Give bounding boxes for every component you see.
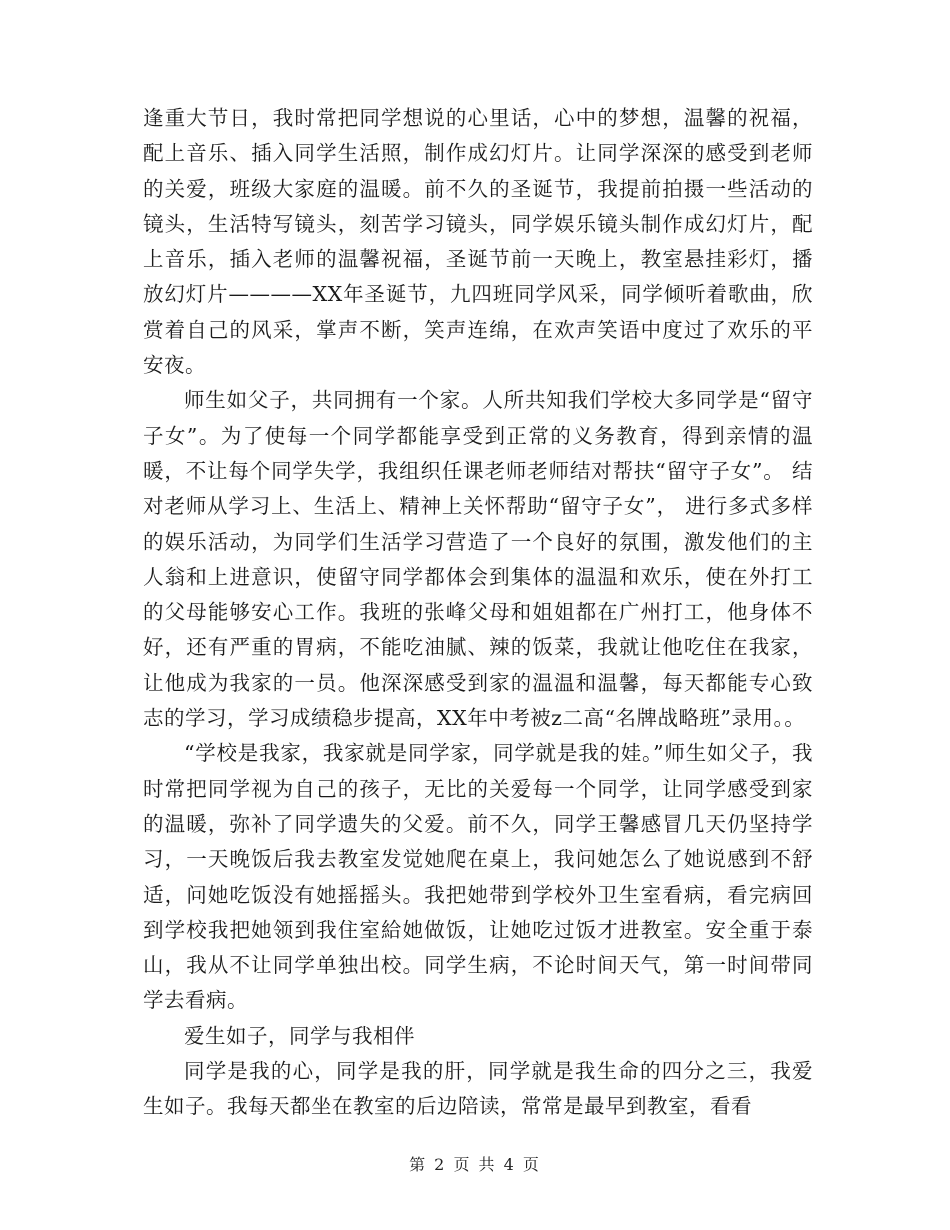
paragraph-1: 逢重大节日，我时常把同学想说的心里话，心中的梦想，温馨的祝福，配上音乐、插入同学生活照，制作成幻灯片。让同学深深的感受到老师的关爱，班级大家庭的温暖。前不久的圣诞节，我提前拍摄一些活动的镜头，生活特写镜头，刻苦学习镜头，同学娱乐镜头制作成幻灯片，配上音乐，插入老师的温馨祝福，圣诞节前一天晚上，教室悬挂彩灯，播放幻灯片————XX年圣诞节，九四班同学风采，同学倾听着歌曲，欣赏着自己的风采，掌声不断，笑声连绵，在欢声笑语中度过了欢乐的平安夜。 — [143, 106, 813, 378]
document-body — [143, 101, 813, 1125]
paragraph-2: 师生如父子，共同拥有一个家。人所共知我们学校大多同学是“留守子女”。为了使每一个同学都能享受到正常的义务教育，得到亲情的温暖，不让每个同学失学，我组织任课老师老师结对帮扶“留守子女”。 结对老师从学习上、生活上、精神上关怀帮助“留守子女”， 进行多式多样的娱乐活动，为同学们生活学习营造了一个良好的氛围，激发他们的主人翁和上进意识，使留守同学都体会到集体的温温和欢乐，使在外打工的父母能够安心工作。我班的张峰父母和姐姐都在广州打工，他身体不好，还有严重的胃病，不能吃油腻、辣的饭菜，我就让他吃住在我家，让他成为我家的一员。他深深感受到家的温温和温馨，每天都能专心致志的学习，学习成绩稳步提高，XX年中考被z二高“名牌战略班”录用。。 — [143, 388, 813, 731]
paragraph-3: “学校是我家，我家就是同学家，同学就是我的娃。”师生如父子，我时常把同学视为自己的孩子，无比的关爱每一个同学，让同学感受到家的温暖，弥补了同学遗失的父爱。前不久，同学王馨感冒几天仍坚持学习，一天晚饭后我去教室发觉她爬在桌上，我问她怎么了她说感到不舒适，问她吃饭没有她摇摇头。我把她带到学校外卫生室看病，看完病回到学校我把她领到我住室給她做饭，让她吃过饭才进教室。安全重于泰山，我从不让同学单独出校。同学生病，不论时间天气，第一时间带同学去看病。 — [143, 741, 813, 1013]
page-number-footer: 第 2 页 共 4 页 — [409, 1155, 541, 1174]
section-heading: 爱生如子，同学与我相伴 — [184, 1023, 415, 1048]
paragraph-4: 同学是我的心，同学是我的肝，同学就是我生命的四分之三，我爱生如子。我每天都坐在教室的后边陪读，常常是最早到教室，看看 — [143, 1059, 813, 1119]
